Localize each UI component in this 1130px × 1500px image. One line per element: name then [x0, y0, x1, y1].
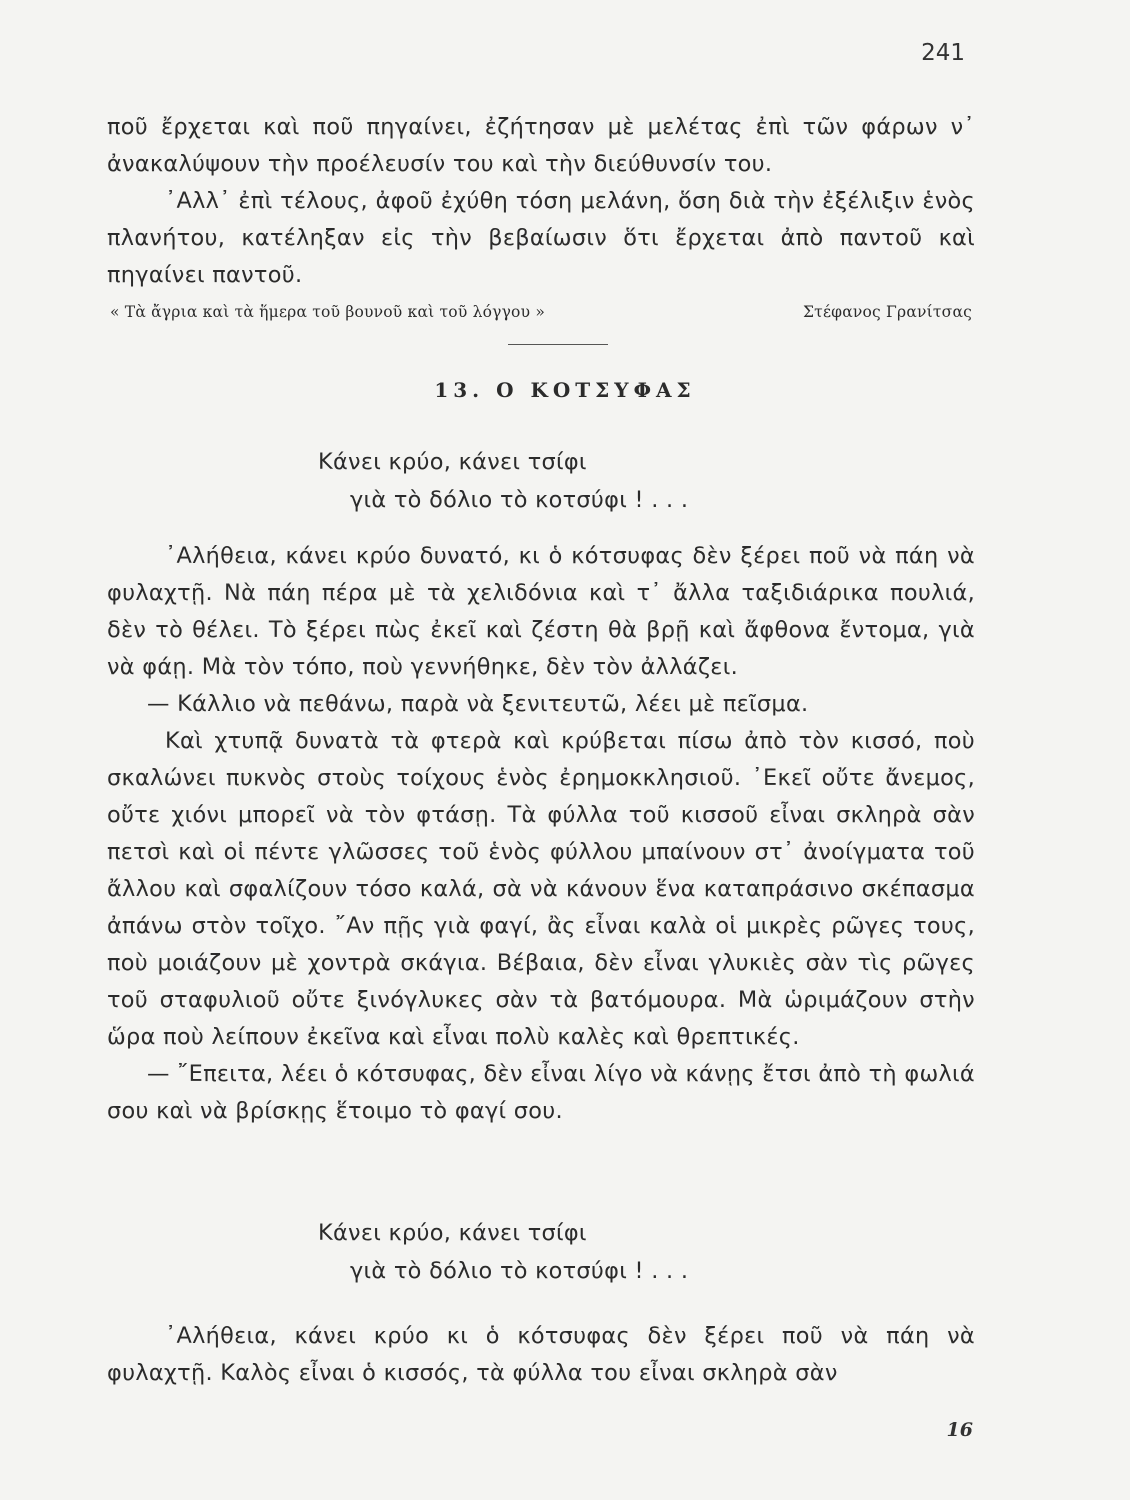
section-title: 13. Ο ΚΟΤΣΥΦΑΣ	[434, 378, 696, 402]
refrain-verse-1	[318, 443, 688, 519]
story-body	[107, 538, 975, 1130]
intro-paragraph-2: ᾿Αλλ᾿ ἐπὶ τέλους, ἀφοῦ ἐχύθη τόση μελάνη, ὅση διὰ τὴν ἐξέλιξιν ἑνὸς πλανήτου, κατέληξαν εἰς τὴν βεβαίωσιν ὅτι ἔρχεται ἀπὸ παντοῦ καὶ πηγαίνει παντοῦ.	[107, 188, 975, 288]
body-dialogue-1: — Κάλλιο νὰ πεθάνω, παρὰ νὰ ξενιτευτῶ, λέει μὲ πεῖσμα.	[147, 691, 809, 717]
verse-line-1: Κάνει κρύο, κάνει τσίφι	[318, 1220, 587, 1246]
intro-text	[107, 109, 975, 294]
verse-line-2: γιὰ τὸ δόλιο τὸ κοτσύφι ! . . .	[350, 487, 689, 513]
verse-line-2: γιὰ τὸ δόλιο τὸ κοτσύφι ! . . .	[350, 1258, 689, 1284]
intro-paragraph-1: ποῦ ἔρχεται καὶ ποῦ πηγαίνει, ἐζήτησαν μὲ μελέτας ἐπὶ τῶν φάρων ν᾿ ἀνακαλύψουν τὴν προέλευσίν του καὶ τὴν διεύθυνσίν του.	[107, 114, 975, 177]
page-number: 241	[921, 40, 965, 66]
signature-mark: 16	[946, 1419, 973, 1441]
ending-paragraph: ᾿Αλήθεια, κάνει κρύο κι ὁ κότσυφας δὲν ξέρει ποῦ νὰ πάη νὰ φυλαχτῇ. Καλὸς εἶναι ὁ κισσός, τὰ φύλλα του εἶναι σκληρὰ σὰν	[107, 1323, 975, 1386]
refrain-verse-2	[318, 1214, 688, 1290]
citation-source: « Τὰ ἄγρια καὶ τὰ ἥμερα τοῦ βουνοῦ καὶ τοῦ λόγγου »	[110, 303, 546, 321]
body-dialogue-2: — ῎Επειτα, λέει ὁ κότσυφας, δὲν εἶναι λίγο νὰ κάνῃς ἔτσι ἀπὸ τὴ φωλιά σου καὶ νὰ βρίσκῃς ἕτοιμο τὸ φαγί σου.	[107, 1061, 975, 1124]
ending-text	[107, 1318, 975, 1392]
verse-line-1: Κάνει κρύο, κάνει τσίφι	[318, 449, 587, 475]
body-paragraph-2: Καὶ χτυπᾷ δυνατὰ τὰ φτερὰ καὶ κρύβεται πίσω ἀπὸ τὸν κισσό, ποὺ σκαλώνει πυκνὸς στοὺς τοίχους ἑνὸς ἐρημοκκλησιοῦ. ᾿Εκεῖ οὔτε ἄνεμος, οὔτε χιόνι μπορεῖ νὰ τὸν φτάσῃ. Τὰ φύλλα τοῦ κισσοῦ εἶναι σκληρὰ σὰν πετσὶ καὶ οἱ πέντε γλῶσσες τοῦ ἑνὸς φύλλου μπαίνουν στ᾿ ἀνοίγματα τοῦ ἄλλου καὶ σφαλίζουν τόσο καλά, σὰ νὰ κάνουν ἕνα καταπράσινο σκέπασμα ἀπάνω στὸν τοῖχο. ῎Αν πῇς γιὰ φαγί, ἂς εἶναι καλὰ οἱ μικρὲς ρῶγες τους, ποὺ μοιάζουν μὲ χοντρὰ σκάγια. Βέβαια, δὲν εἶναι γλυκιὲς σὰν τὶς ρῶγες τοῦ σταφυλιοῦ οὔτε ξινόγλυκες σὰν τὰ βατόμουρα. Μὰ ὡριμάζουν στὴν ὥρα ποὺ λείπουν ἐκεῖνα καὶ εἶναι πολὺ καλὲς καὶ θρεπτικές.	[107, 728, 975, 1050]
section-divider	[508, 344, 608, 345]
citation-author: Στέφανος Γρανίτσας	[803, 303, 972, 321]
body-paragraph-1: ᾿Αλήθεια, κάνει κρύο δυνατό, κι ὁ κότσυφας δὲν ξέρει ποῦ νὰ πάη νὰ φυλαχτῇ. Νὰ πάη πέρα μὲ τὰ χελιδόνια καὶ τ᾿ ἄλλα ταξιδιάρικα πουλιά, δὲν τὸ θέλει. Τὸ ξέρει πὼς ἐκεῖ καὶ ζέστη θὰ βρῇ καὶ ἄφθονα ἔντομα, γιὰ νὰ φάῃ. Μὰ τὸν τόπο, ποὺ γεννήθηκε, δὲν τὸν ἀλλάζει.	[107, 543, 975, 680]
citation	[110, 303, 972, 321]
